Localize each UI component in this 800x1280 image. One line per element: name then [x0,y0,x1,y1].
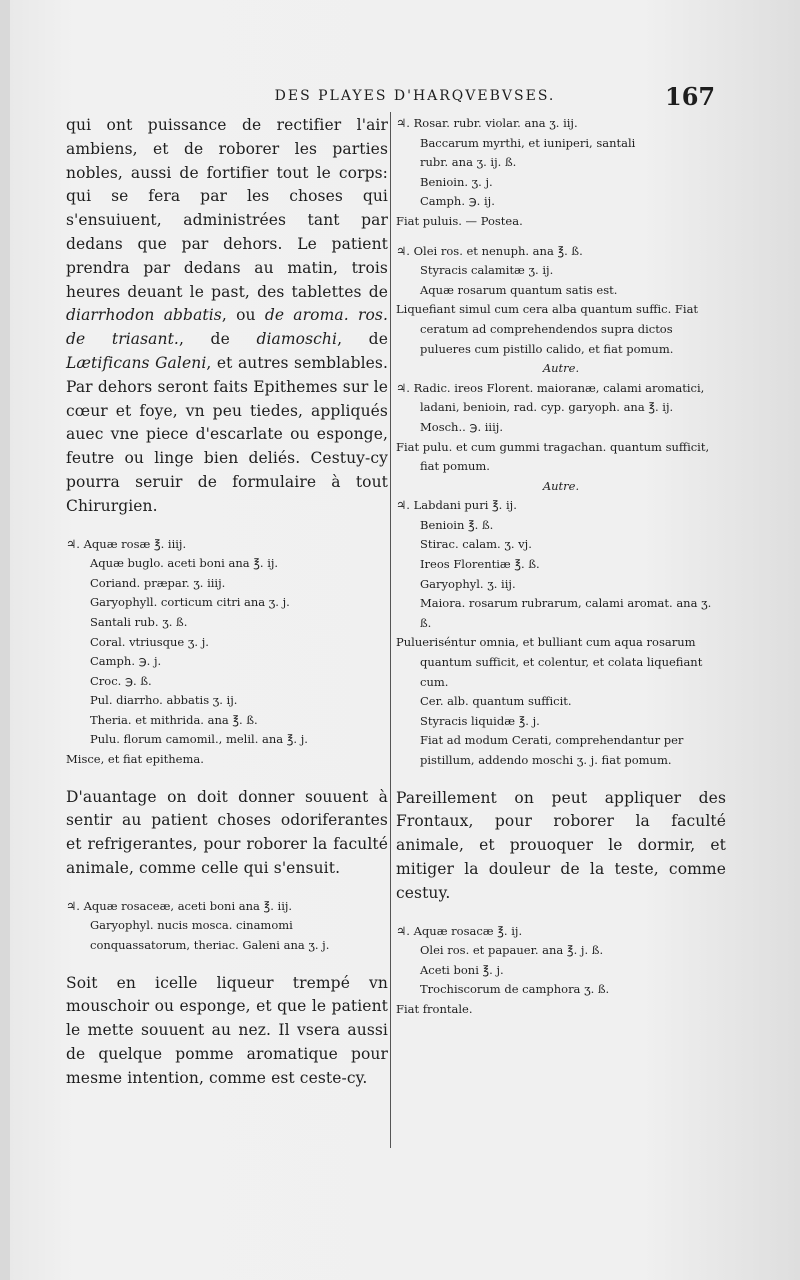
paragraph-1-text-b: , ou [221,306,265,325]
paragraph-1-text-c: , de [178,330,257,349]
recipe-line: Camph. ℈. j. [90,654,162,669]
running-title: DES PLAYES D'HARQVEBVSES. [274,88,556,104]
paragraph-3: Soit en icelle liqueur trempé vn mouschoir ou esponge, et que le patient le mette souuent au nez. Il vsera aussi de quelque pomme aromatique pour mesme intention, comme est ceste-cy. [66,973,388,1087]
autre-heading: Autre. [542,478,580,493]
recipe-line: Liquefiant simul cum cera alba quantum suffic. Fiat ceratum ad comprehendendos supra dictos pulueres cum pistillo calido, et fiat pomum. [396,302,699,356]
recipe-line: ♃. Radic. ireos Florent. maioranæ, calami aromatici, ladani, benioin, rad. cyp. garyoph. ana ℥. ij. [396,380,705,415]
spacer [66,770,388,786]
recipe-line: Aquæ buglo. aceti boni ana ℥. ij. [90,556,279,571]
recipe-line: Mosch.. ℈. iiij. [420,419,504,434]
spacer [66,519,388,535]
column-divider [390,112,391,1148]
paragraph-1-italic-1: diarrhodon abbatis [66,306,222,325]
paragraph-1 [66,114,388,519]
paragraph-1-text-d: , de [337,330,388,349]
recipe-line: Pulueriséntur omnia, et bulliant cum aqua rosarum quantum sufficit, et colentur, et colata liquefiant cum. [396,635,703,689]
recipe-line: Trochiscorum de camphora ʒ. ß. [420,982,610,997]
recipe-line: Styracis calamitæ ʒ. ij. [420,263,554,278]
recipe-line: Olei ros. et papauer. ana ℥. j. ß. [420,943,604,958]
recipe-line: ♃. Labdani puri ℥. ij. [396,498,517,513]
recipe-line: Coral. vtriusque ʒ. j. [90,634,209,649]
recipe-line: Misce, et fiat epithema. [66,752,204,767]
recipe-pomum-1 [396,379,726,477]
paragraph-1-text-a: qui ont puissance de rectifier l'air ambiens, et de roborer les parties nobles, aussi de fortifier tout le corps: qui se fera par les choses qui s'ensuiuent, administrées tant par dedans que par dehors. Le patient prendra par dedans au matin, trois heures deuant le past, des tablettes de [66,116,388,301]
recipe-line: Pul. diarrho. abbatis ʒ. ij. [90,693,238,708]
recipe-line: ♃. Olei ros. et nenuph. ana ℥. ß. [396,243,583,258]
recipe-frontale [396,922,726,1020]
recipe-line: Coriand. præpar. ʒ. iiij. [90,575,226,590]
recipe-line: Theria. et mithrida. ana ℥. ß. [90,712,258,727]
recipe-line: Camph. ℈. ij. [420,194,495,209]
spacer [66,881,388,897]
recipe-line: Garyophyll. corticum citri ana ʒ. j. [90,595,290,610]
recipe-line: Aceti boni ℥. j. [420,962,504,977]
recipe-line: Aquæ rosarum quantum satis est. [420,282,618,297]
recipe-line: Ireos Florentiæ ℥. ß. [420,557,540,572]
spacer [396,771,726,787]
recipe-line: Santali rub. ʒ. ß. [90,614,188,629]
recipe-line: ♃. Rosar. rubr. violar. ana ʒ. iij. [396,116,578,130]
left-column [66,114,388,1091]
recipe-pomum-2 [396,496,726,770]
paragraph-1-italic-4: Lætificans Galeni [66,353,207,372]
paragraph-2: D'auantage on doit donner souuent à sentir au patient choses odoriferantes et refrigerantes, pour roborer la faculté animale, comme celle qui s'ensuit. [66,787,388,878]
paragraph-1-text-e: , et autres semblables. Par dehors seront faits Epithemes sur le cœur et foye, vn peu tiedes, appliqués auec vne piece d'escarlate ou esponge, feutre ou linge bien deliés. Cestuy-cy pourra seruir de formulaire à tout Chirurgien. [66,353,388,515]
spacer [396,232,726,242]
paragraph-1-italic-3: diamoschi [256,330,338,349]
recipe-line: Fiat frontale. [396,1001,473,1016]
spacer [396,906,726,922]
recipe-line: Baccarum myrthi, et iuniperi, santali [420,135,636,150]
recipe-line: Benioin ℥. ß. [420,517,494,532]
recipe-line: Cer. alb. quantum sufficit. [420,694,572,709]
book-page [10,0,800,1280]
recipe-line: Croc. ℈. ß. [90,673,152,688]
spacer [66,956,388,972]
recipe-line: ♃. Aquæ rosaceæ, aceti boni ana ℥. iij. [66,898,293,913]
recipe-puluis [396,114,726,232]
recipe-epithema [66,535,388,770]
recipe-line: Fiat pulu. et cum gummi tragachan. quantum sufficit, fiat pomum. [396,439,710,474]
recipe-line: Maiora. rosarum rubrarum, calami aromat. ana ʒ. ß. [420,596,712,630]
recipe-line: Fiat ad modum Cerati, comprehendantur per pistillum, addendo moschi ʒ. j. fiat pomum. [420,733,684,767]
recipe-line: Fiat puluis. — Postea. [396,213,523,228]
recipe-aqua-rosacea [66,897,388,956]
right-column [396,114,726,1020]
autre-heading: Autre. [542,361,580,376]
recipe-line: Pulu. florum camomil., melil. ana ℥. j. [90,732,308,747]
recipe-line: rubr. ana ʒ. ij. ß. [420,155,517,170]
recipe-line: Benioin. ʒ. j. [420,174,493,189]
recipe-line: ♃. Aquæ rosacæ ℥. ij. [396,923,523,938]
recipe-line: ♃. Aquæ rosæ ℥. iiij. [66,536,187,551]
paragraph-1-italic-2: de aroma. ros. de triasant. [66,306,388,349]
page-number: 167 [665,82,716,111]
paragraph-frontaux: Pareillement on peut appliquer des Frontaux, pour roborer la faculté animale, et prouoquer le dormir, et mitiger la douleur de la teste, comme cestuy. [396,788,726,902]
recipe-line: Garyophyl. nucis mosca. cinamomi conquassatorum, theriac. Galeni ana ʒ. j. [90,918,330,953]
recipe-ceratum [396,242,726,360]
recipe-line: Styracis liquidæ ℥. j. [420,713,540,728]
recipe-line: Garyophyl. ʒ. iij. [420,576,516,591]
recipe-line: Stirac. calam. ʒ. vj. [420,537,532,552]
